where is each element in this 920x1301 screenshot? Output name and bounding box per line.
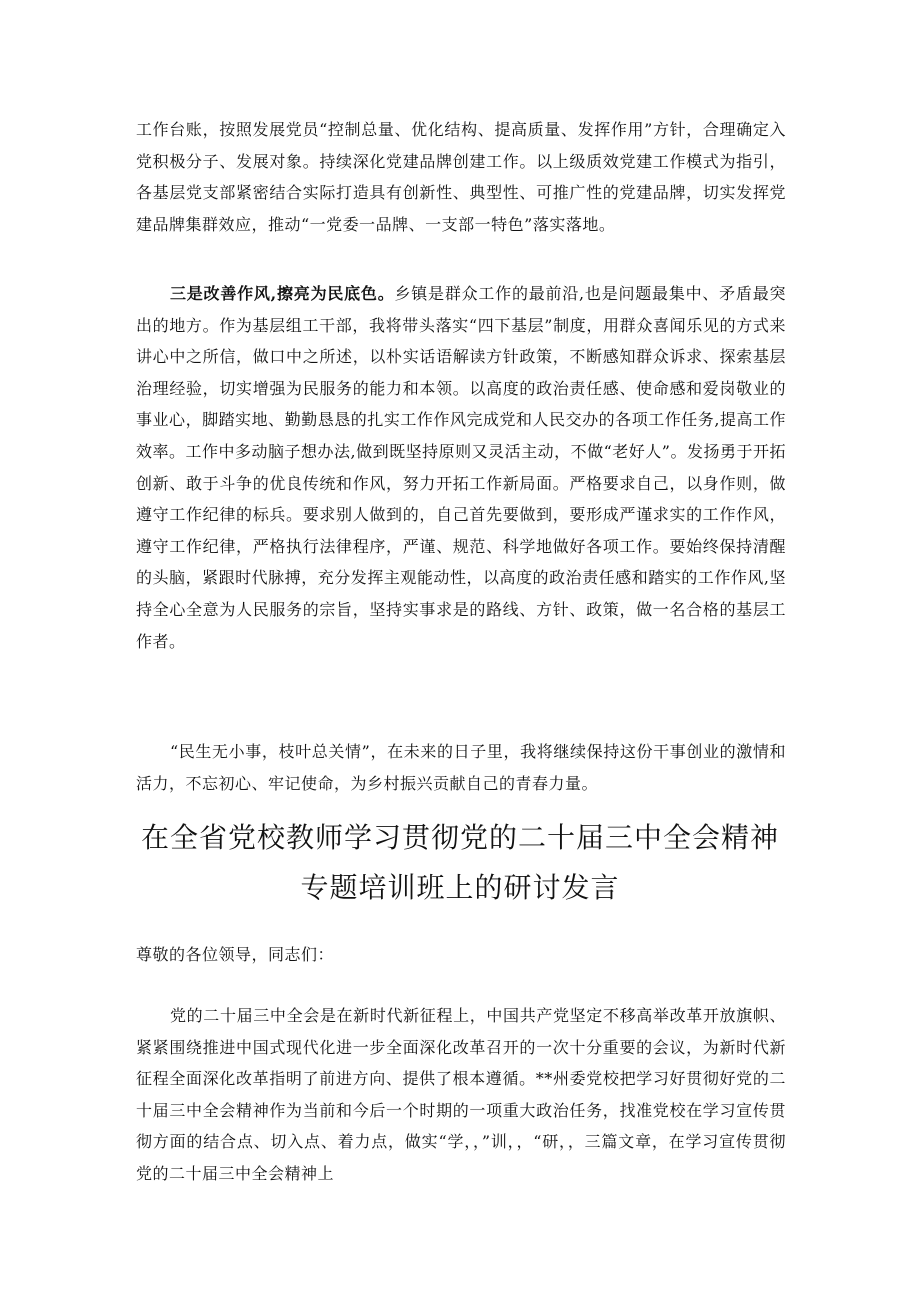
salutation: 尊敬的各位领导，同志们： <box>136 945 335 964</box>
paragraph-heading: 三是改善作风,擦亮为民底色。 <box>170 284 395 303</box>
article-title-line-2: 专题培训班上的研讨发言 <box>300 871 620 904</box>
paragraph-body: 乡镇是群众工作的最前沿,也是问题最集中、矛盾最突出的地方。作为基层组工干部，我将带头落实“四下基层”制度，用群众喜闻乐见的方式来讲心中之所信，做口中之所述，以朴实话语解读方针政策，不断感知群众诉求、探索基层治理经验，切实增强为民服务的能力和本领。以高度的政治责任感、使命感和爱岗敬业的事业心，脚踏实地、勤勤恳恳的扎实工作作风完成党和人民交办的各项工作任务,提高工作效率。工作中多动脑子想办法,做到既坚持原则又灵活主动，不做“老好人”。发扬勇于开拓创新、敢于斗争的优良传统和作风，努力开拓工作新局面。严格要求自己，以身作则，做遵守工作纪律的标兵。要求别人做到的，自己首先要做到，要形成严谨求实的工作作风，遵守工作纪律，严格执行法律程序，严谨、规范、科学地做好各项工作。要始终保持清醒的头脑，紧跟时代脉搏，充分发挥主观能动性，以高度的政治责任感和踏实的工作作风,坚持全心全意为人民服务的宗旨，坚持实事求是的路线、方针、政策，做一名合格的基层工作者。 <box>136 284 786 651</box>
paragraph-party-work: 工作台账，按照发展党员“控制总量、优化结构、提高质量、发挥作用”方针，合理确定入党积极分子、发展对象。持续深化党建品牌创建工作。以上级质效党建工作模式为指引，各基层党支部紧密结合实际打造具有创新性、典型性、可推广性的党建品牌，切实发挥党建品牌集群效应，推动“一党委一品牌、一支部一特色”落实落地。 <box>136 120 786 234</box>
paragraph-improve-style <box>136 278 786 657</box>
paragraph-plenum-intro: 党的二十届三中全会是在新时代新征程上，中国共产党坚定不移高举改革开放旗帜、紧紧围绕推进中国式现代化进一步全面深化改革召开的一次十分重要的会议，为新时代新征程全面深化改革指明了前进方向、提供了根本遵循。**州委党校把学习好贯彻好党的二十届三中全会精神作为当前和今后一个时期的一项重大政治任务，找准党校在学习宣传贯彻方面的结合点、切入点、着力点，做实“学，，”训，，“研，，三篇文章，在学习宣传贯彻党的二十届三中全会精神上 <box>136 1006 786 1183</box>
paragraph-closing: “民生无小事，枝叶总关情”，在未来的日子里，我将继续保持这份干事创业的激情和活力，不忘初心、牢记使命，为乡村振兴贡献自己的青春力量。 <box>136 742 786 793</box>
article-title-line-1: 在全省党校教师学习贯彻党的二十届三中全会精神 <box>140 821 779 854</box>
